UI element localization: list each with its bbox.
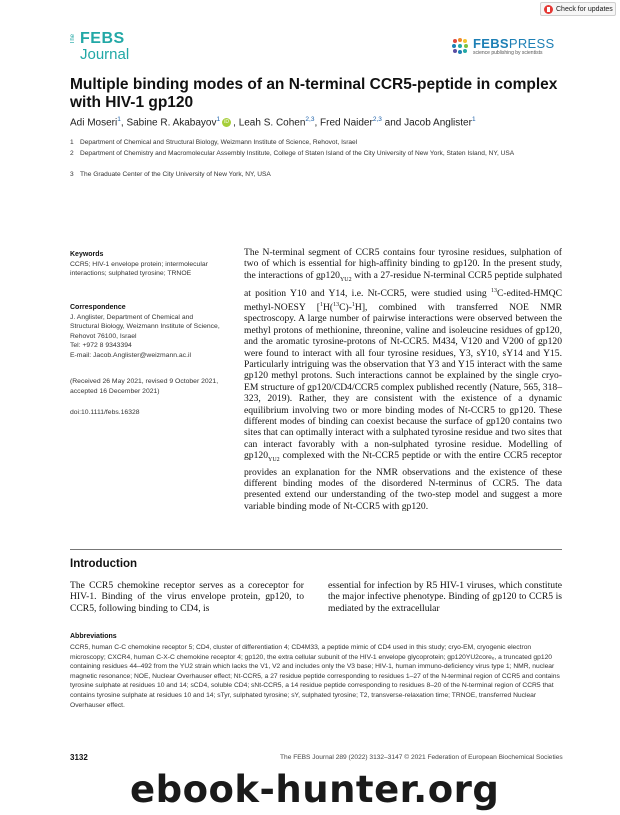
febs-journal-logo (70, 30, 156, 64)
abstract (244, 247, 562, 512)
keywords-section (70, 250, 220, 279)
author-list: Adi Moseri$^1$, Sabine R. Akabayov$^1$ iD , Leah S. Cohen$^{2,3}$, Fred Naider$^{2,3}$ and Jacob Anglister$^1$ (70, 116, 476, 129)
abstract-text: H( (322, 301, 334, 313)
press-name (473, 36, 554, 51)
febs-press-logo (451, 36, 571, 58)
keywords-heading: Keywords (70, 251, 104, 258)
introduction-heading: Introduction (70, 558, 138, 570)
abstract-sup: 1 (351, 301, 355, 308)
abstract-text: H], combined with transferred NOE NMR spectroscopy. A large number of pairwise interactions were observed between the methyl protons of methionine, threonine, valine and isoleucine residues of gp120, and the aromatic tyrosine-protons of Nt-CCR5. M434, V120 and V200 of gp120 were found to interact with all four tyrosine residues, Y3, sY10, sY14 and Y15. Particularly intriguing was the observation that Y3 and Y15 interact with the same gp120 methyl protons. Such interactions cannot be explained by the single cryo-EM structure of gp120/CD4/CCR5 complex published recently (Nature, 565, 318–323, 2019). Rather, they are consistent with the existence of a dynamic equilibrium involving two or more binding modes of Nt-CCR5 to gp120. These different modes of binding can coexist because the surface of gp120 contains two sites that can optimally interact with a sulphated tyrosine residue and two sites that can interact favorably with a non-sulphated tyrosine residue. Modelling of gp120 (244, 301, 562, 462)
correspondence-email[interactable]: E-mail: Jacob.Anglister@weizmann.ac.il (70, 351, 191, 359)
press-febs: FEBS (473, 36, 509, 51)
page-number: 3132 (70, 753, 88, 762)
abstract-sup: 13 (333, 301, 340, 308)
intro-column-right: essential for infection by R5 HIV-1 viruses, which constitute the major infective phenotype. Binding of gp120 to CCR5 is mediated by the extracellular (328, 580, 562, 614)
affiliation (70, 170, 560, 180)
received-dates: (Received 26 May 2021, revised 9 October 2021, accepted 16 December 2021) (70, 378, 219, 395)
affiliation (70, 149, 555, 159)
abstract-sub: YU2 (339, 276, 352, 283)
abstract-sub: YU2 (267, 457, 280, 464)
abstract-text: The N-terminal segment of CCR5 contains four tyrosine residues, sulphation of two of which is essential for high-affinity binding to gp120. In the present study, the interactions of gp120 (244, 247, 562, 281)
article-title: Multiple binding modes of an N-terminal CCR5-peptide in complex with HIV-1 gp120 (70, 76, 558, 111)
author-affil: 2,3 (372, 116, 382, 123)
author-affil: 1 (216, 116, 221, 123)
correspondence-text: J. Anglister, Department of Chemical and Structural Biology, Weizmann Institute of Science, Rehovot 76100, Israel (70, 313, 220, 340)
journal-citation: The FEBS Journal 289 (2022) 3132–3147 © 2021 Federation of European Biochemical Societies (280, 754, 563, 761)
affiliation (70, 138, 560, 148)
check-for-updates-button[interactable] (540, 2, 616, 16)
affiliation-text: The Graduate Center of the City University of New York, NY, USA (80, 171, 271, 178)
press-press: PRESS (508, 36, 555, 51)
logo-febs: FEBS (80, 30, 125, 47)
author-name: Adi Moseri (70, 117, 118, 129)
abstract-text: C)- (339, 301, 352, 313)
author-name: Fred Naider (320, 117, 373, 129)
affiliation-number: 3 (70, 171, 74, 178)
abstract-sup: 1 (319, 301, 323, 308)
keywords-text: CCR5; HIV-1 envelope protein; intermolecular interactions; sulphated tyrosine; TRNOE (70, 260, 208, 277)
logo-the: The (70, 34, 76, 45)
abstract-sup: 13 (490, 288, 497, 295)
doi-link[interactable]: doi:10.1111/febs.16328 (70, 409, 140, 416)
affiliation-number: 1 (70, 139, 74, 146)
author-name: Leah S. Cohen (238, 117, 306, 129)
orcid-icon[interactable]: iD (222, 118, 231, 127)
abstract-text: C-edited-HMQC methyl-NOESY [ (244, 288, 562, 313)
abstract-text: with a 27-residue N-terminal CCR5 peptide sulphated at position Y10 and Y14, i.e. Nt-CCR5, were studied using (244, 269, 562, 300)
watermark-text: ebook-hunter.org (130, 768, 500, 811)
press-tagline: science publishing by scientists (473, 50, 543, 56)
abbreviations-heading: Abbreviations (70, 633, 117, 640)
author-affil: 1 (471, 116, 476, 123)
correspondence-heading: Correspondence (70, 304, 126, 311)
abstract-text: complexed with the Nt-CCR5 peptide or with the entire CCR5 receptor provides an explanation for the NMR observations and the existence of these different binding modes of the disordered N-terminus of CCR5. The data presented extend our understanding of the two-step model and suggest a more variable binding mode of Nt-CCR5 with gp120. (244, 450, 562, 512)
author-affil: 1 (117, 116, 121, 123)
correspondence-tel: Tel: +972 8 9343394 (70, 342, 132, 349)
intro-column-left: The CCR5 chemokine receptor serves as a coreceptor for HIV-1. Binding of the virus envelope protein, gp120, to CCR5, following binding to CD4, is (70, 580, 304, 614)
author-affil: 2,3 (305, 116, 315, 123)
check-updates-icon (544, 5, 553, 14)
logo-journal: Journal (80, 46, 130, 63)
author-name: Sabine R. Akabayov (126, 117, 217, 129)
check-updates-label: Check for updates (556, 5, 613, 13)
section-divider (70, 549, 562, 550)
affiliation-number: 2 (70, 150, 74, 157)
affiliation-text: Department of Chemistry and Macromolecular Assembly Institute, College of Staten Island of the City University of New York, Staten Island, NY, USA (80, 150, 515, 157)
abbreviations-text: CCR5, human C-C chemokine receptor 5; CD4, cluster of differentiation 4; CD4M33, a peptide mimic of CD4 used in this study; cryo-EM, cryogenic electron microscopy; CXCR4, human C-X-C chemokine receptor 4; gp120, the extra cellular subunit of the HIV-1 envelope glycoprotein; gp120YU2coreₑ, a truncated gp120 containing residues 44–492 from the YU2 strain which lacks the V1, V2 and includes only the V3 base; HIV-1, human immuno-deficiency virus type 1; NMR, nuclear magnetic resonance; NOE, Nuclear Overhauser effect; Nt-CCR5, a 27 residue peptide corresponding to residues 1–27 of the N-terminal region of CCR5 and contains tyrosine sulphate at residues 10 and 14; sCD4, soluble CD4; sNt-CCR5, a 14 residue peptide corresponding to residues 8–20 of the N-terminal region of CCR5 that contains tyrosine sulphate at residues 10 and 14; sTyr, sulphated tyrosine; sY, sulphated tyrosine; T2, transverse-relaxation time; TRNOE, transferred Nuclear Overhauser effect. (70, 644, 560, 709)
author-name: Jacob Anglister (404, 117, 472, 129)
correspondence-section (70, 303, 220, 360)
febs-press-dots-icon (451, 37, 469, 55)
affiliation-text: Department of Chemical and Structural Biology, Weizmann Institute of Science, Rehovot, Israel (80, 139, 358, 146)
